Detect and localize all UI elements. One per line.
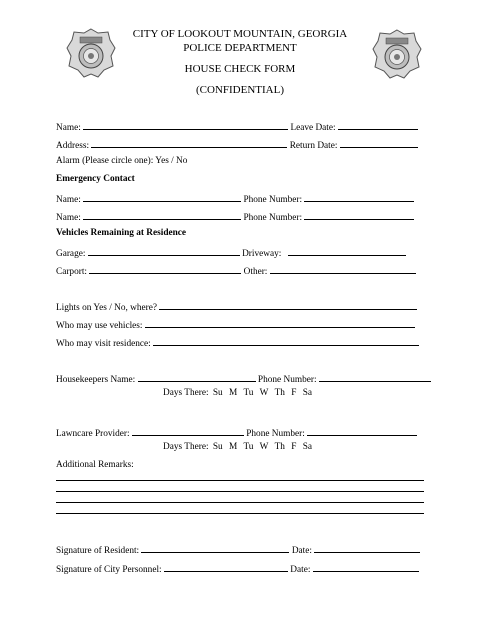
carport-label: Carport: — [56, 267, 87, 277]
housekeepers-phone-field[interactable] — [319, 372, 431, 382]
personnel-signature-row — [56, 562, 419, 576]
form-subtitle: (CONFIDENTIAL) — [196, 84, 284, 96]
who-vehicles-row — [56, 318, 415, 332]
vehicles-heading: Vehicles Remaining at Residence — [56, 228, 187, 238]
housekeepers-days-row — [163, 388, 316, 398]
lawncare-days-row — [163, 442, 316, 452]
lawncare-label: Lawncare Provider: — [56, 429, 130, 439]
return-date-field[interactable] — [340, 138, 418, 148]
remarks-line[interactable] — [56, 491, 424, 492]
vehicles-row-2 — [56, 264, 416, 278]
day-option[interactable]: Th — [274, 388, 285, 398]
emergency-name-field[interactable] — [83, 192, 241, 202]
emergency-name-label: Name: — [56, 195, 81, 205]
emergency-phone-label: Phone Number: — [243, 195, 303, 205]
address-field[interactable] — [91, 138, 287, 148]
lawncare-row — [56, 426, 417, 440]
remarks-row — [56, 460, 134, 471]
emergency-phone-field[interactable] — [304, 192, 414, 202]
day-option[interactable]: W — [259, 442, 269, 452]
name-row — [56, 120, 418, 134]
day-option[interactable]: Sa — [302, 388, 313, 398]
return-date-label: Return Date: — [289, 141, 338, 151]
carport-field[interactable] — [89, 264, 241, 274]
address-row — [56, 138, 418, 152]
housekeepers-row — [56, 372, 431, 386]
driveway-field[interactable] — [288, 246, 406, 256]
alarm-label: Alarm (Please circle one): Yes / No — [56, 156, 188, 166]
emergency-heading: Emergency Contact — [56, 174, 135, 184]
who-visit-row — [56, 336, 419, 350]
day-option[interactable]: Sa — [302, 442, 313, 452]
lawncare-phone-label: Phone Number: — [246, 429, 305, 439]
city-name: CITY OF LOOKOUT MOUNTAIN, GEORGIA — [132, 28, 348, 40]
lawncare-field[interactable] — [132, 426, 244, 436]
housekeepers-phone-label: Phone Number: — [257, 375, 317, 385]
emergency-phone-field[interactable] — [304, 210, 414, 220]
day-option[interactable]: Th — [274, 442, 285, 452]
emergency-name-label: Name: — [56, 213, 81, 223]
day-option[interactable]: M — [229, 388, 238, 398]
day-option[interactable]: Su — [212, 388, 223, 398]
housekeepers-label: Housekeepers Name: — [56, 375, 136, 385]
lights-label: Lights on Yes / No, where? — [56, 303, 157, 313]
department-name: POLICE DEPARTMENT — [183, 42, 297, 54]
resident-signature-row — [56, 543, 420, 557]
resident-signature-field[interactable] — [141, 543, 289, 553]
day-option[interactable]: Tu — [243, 442, 254, 452]
vehicles-row-1 — [56, 246, 406, 260]
days-there-label: Days There: — [163, 388, 209, 398]
other-field[interactable] — [270, 264, 416, 274]
garage-field[interactable] — [88, 246, 240, 256]
who-vehicles-label: Who may use vehicles: — [56, 321, 143, 331]
lights-row — [56, 300, 417, 314]
emergency-row-1 — [56, 192, 414, 206]
day-option[interactable]: Su — [212, 442, 223, 452]
remarks-line[interactable] — [56, 502, 424, 503]
name-field[interactable] — [83, 120, 288, 130]
other-label: Other: — [243, 267, 268, 277]
resident-date-field[interactable] — [314, 543, 420, 553]
who-vehicles-field[interactable] — [145, 318, 415, 328]
day-option[interactable]: M — [229, 442, 238, 452]
form-title: HOUSE CHECK FORM — [184, 63, 296, 75]
remarks-line[interactable] — [56, 513, 424, 514]
leave-date-label: Leave Date: — [290, 123, 336, 133]
who-visit-field[interactable] — [153, 336, 419, 346]
days-there-label: Days There: — [163, 442, 209, 452]
resident-signature-label: Signature of Resident: — [56, 546, 140, 556]
remarks-line[interactable] — [56, 480, 424, 481]
emergency-row-2 — [56, 210, 414, 224]
driveway-label: Driveway: — [242, 249, 282, 259]
address-label: Address: — [56, 141, 90, 151]
lights-field[interactable] — [159, 300, 417, 310]
garage-label: Garage: — [56, 249, 86, 259]
personnel-signature-label: Signature of City Personnel: — [56, 565, 162, 575]
leave-date-field[interactable] — [338, 120, 418, 130]
remarks-label: Additional Remarks: — [56, 460, 134, 470]
day-option[interactable]: W — [259, 388, 269, 398]
emergency-name-field[interactable] — [83, 210, 241, 220]
name-label: Name: — [56, 123, 81, 133]
resident-date-label: Date: — [291, 546, 312, 556]
day-option[interactable]: Tu — [243, 388, 254, 398]
personnel-date-label: Date: — [290, 565, 311, 575]
housekeepers-field[interactable] — [138, 372, 256, 382]
who-visit-label: Who may visit residence: — [56, 339, 151, 349]
emergency-phone-label: Phone Number: — [243, 213, 303, 223]
day-option[interactable]: F — [291, 388, 297, 398]
form-header — [0, 27, 480, 97]
alarm-row — [56, 156, 187, 167]
lawncare-phone-field[interactable] — [307, 426, 417, 436]
day-option[interactable]: F — [291, 442, 297, 452]
personnel-date-field[interactable] — [313, 562, 419, 572]
personnel-signature-field[interactable] — [164, 562, 288, 572]
